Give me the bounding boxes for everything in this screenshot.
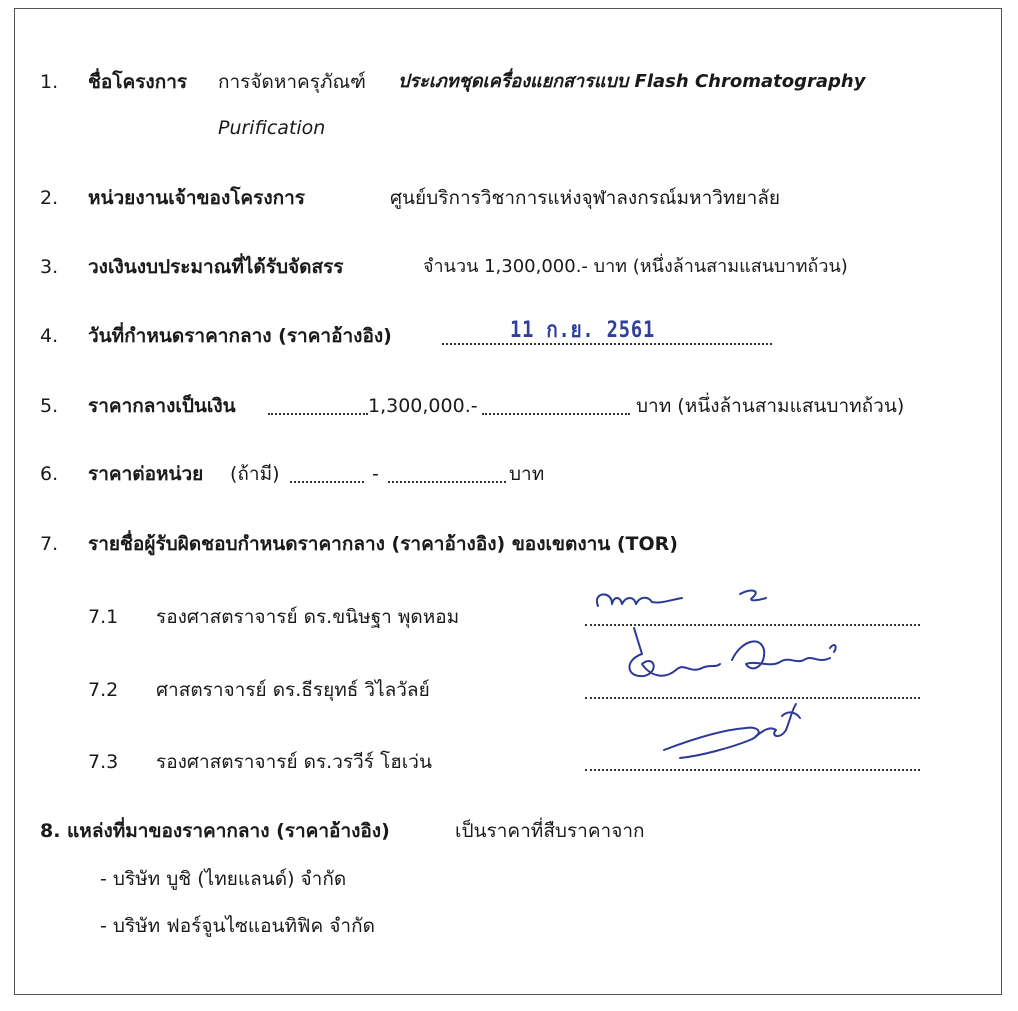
member-1-number: 7.1 — [88, 606, 119, 628]
member-2-signature-line — [585, 697, 920, 699]
source-2: - บริษัท ฟอร์จูนไซแอนทิฟิค จำกัด — [100, 915, 375, 937]
date-stamp: 11 ก.ย. 2561 — [510, 318, 656, 343]
item-1-label: ชื่อโครงการ — [88, 71, 188, 93]
item-2-label: หน่วยงานเจ้าของโครงการ — [88, 187, 305, 209]
item-6-fill-line-2 — [388, 481, 506, 483]
item-1-value-title: ประเภทชุดเครื่องแยกสารแบบ Flash Chromatography — [398, 71, 866, 92]
item-1-value-line2: Purification — [218, 117, 326, 139]
signature-1 — [590, 584, 780, 620]
item-3-number: 3. — [40, 256, 59, 278]
item-3-label: วงเงินงบประมาณที่ได้รับจัดสรร — [88, 256, 344, 278]
page-border — [14, 8, 1002, 995]
item-1-number: 1. — [40, 71, 59, 93]
item-6-note: (ถ้ามี) — [230, 463, 280, 485]
item-8-label: 8. แหล่งที่มาของราคากลาง (ราคาอ้างอิง) — [40, 820, 390, 842]
item-7-number: 7. — [40, 533, 59, 555]
item-5-number: 5. — [40, 395, 59, 417]
item-6-label: ราคาต่อหน่วย — [88, 463, 204, 485]
item-6-fill-line-1 — [290, 481, 364, 483]
item-5-amount: 1,300,000.- — [368, 395, 478, 417]
source-1: - บริษัท บูชิ (ไทยแลนด์) จำกัด — [100, 868, 347, 890]
item-7-label: รายชื่อผู้รับผิดชอบกำหนดราคากลาง (ราคาอ้างอิง) ของเขตงาน (TOR) — [88, 533, 678, 555]
item-2-value: ศูนย์บริการวิชาการแห่งจุฬาลงกรณ์มหาวิทยาลัย — [390, 187, 781, 209]
signature-3 — [660, 700, 810, 766]
member-2-name: ศาสตราจารย์ ดร.ธีรยุทธ์ วิไลวัลย์ — [156, 679, 430, 701]
member-3-signature-line — [585, 769, 920, 771]
signature-2 — [620, 624, 850, 696]
member-1-name: รองศาสตราจารย์ ดร.ขนิษฐา พุดหอม — [156, 606, 460, 628]
item-6-number: 6. — [40, 463, 59, 485]
member-2-number: 7.2 — [88, 679, 119, 701]
member-3-number: 7.3 — [88, 751, 119, 773]
item-5-label: ราคากลางเป็นเงิน — [88, 395, 236, 417]
item-5-suffix: บาท (หนึ่งล้านสามแสนบาทถ้วน) — [636, 395, 905, 417]
item-1-value-prefix: การจัดหาครุภัณฑ์ — [218, 71, 366, 93]
item-4-label: วันที่กำหนดราคากลาง (ราคาอ้างอิง) — [88, 325, 392, 347]
item-6-value: - — [372, 463, 379, 485]
item-5-fill-line-1 — [268, 413, 368, 415]
item-8-value: เป็นราคาที่สืบราคาจาก — [455, 820, 645, 842]
item-2-number: 2. — [40, 187, 59, 209]
item-6-suffix: บาท — [509, 463, 545, 485]
item-4-number: 4. — [40, 325, 59, 347]
item-5-fill-line-2 — [482, 413, 630, 415]
member-3-name: รองศาสตราจารย์ ดร.วรวีร์ โฮเว่น — [156, 751, 432, 773]
item-3-value: จำนวน 1,300,000.- บาท (หนึ่งล้านสามแสนบาทถ้วน) — [423, 256, 848, 277]
